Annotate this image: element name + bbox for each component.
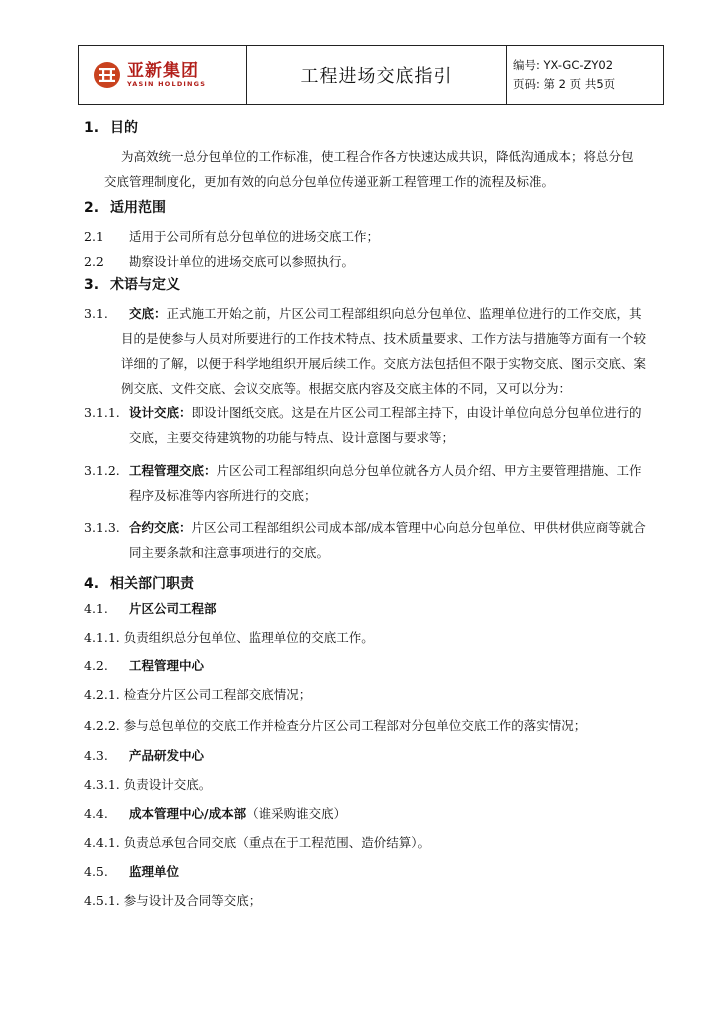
page-number: 页码: 第 2 页 共5页: [513, 77, 616, 91]
list-item: 2.1 适用于公司所有总分包单位的进场交底工作；: [84, 229, 380, 244]
list-item: 4.2.1. 检查分片区公司工程部交底情况；: [84, 687, 312, 702]
definition-item: 3.1.3. 合约交底： 片区公司工程部组织公司成本部/成本管理中心向总分包单位、甲供材供应商等就合 同主要条款和注意事项进行的交底。: [84, 515, 664, 565]
subsection-heading: 4.3. 产品研发中心: [84, 748, 205, 763]
section-heading: 2. 适用范围: [84, 200, 166, 216]
document-header: [78, 45, 664, 105]
logo: [79, 46, 247, 104]
paragraph: 同主要条款和注意事项进行的交底。: [129, 545, 330, 560]
list-item: 4.4.1. 负责总承包合同交底（重点在于工程范围、造价结算）。: [84, 835, 431, 850]
paragraph: 例交底、文件交底、会议交底等。根据交底内容及交底主体的不同，又可以分为：: [121, 381, 572, 396]
paragraph: 为高效统一总分包单位的工作标准，使工程合作各方快速达成共识，降低沟通成本；将总分包: [121, 149, 634, 164]
subsection-heading: 4.4. 成本管理中心/成本部 （谁采购谁交底）: [84, 806, 347, 821]
section-heading: 1. 目的: [84, 120, 138, 136]
subsection-heading: 4.2. 工程管理中心: [84, 658, 205, 673]
paragraph: 交底，主要交待建筑物的功能与特点、设计意图与要求等；: [129, 430, 455, 445]
section-heading: 4. 相关部门职责: [84, 576, 194, 592]
yasin-logo-icon: [93, 61, 121, 89]
list-item: 4.5.1. 参与设计及合同等交底；: [84, 893, 262, 908]
document-meta: [507, 46, 663, 104]
paragraph: 交底管理制度化，更加有效的向总分包单位传递亚新工程管理工作的流程及标准。: [104, 174, 555, 189]
list-item: 4.2.2. 参与总包单位的交底工作并检查分片区公司工程部对分包单位交底工作的落实情况；: [84, 718, 587, 733]
subsection-heading: 4.1. 片区公司工程部: [84, 601, 217, 616]
logo-text-en: YASIN HOLDINGS: [127, 80, 207, 88]
paragraph: 程序及标准等内容所进行的交底；: [129, 488, 317, 503]
list-item: 4.3.1. 负责设计交底。: [84, 777, 212, 792]
subsection-heading: 4.5. 监理单位: [84, 864, 180, 879]
section-3: [84, 275, 664, 401]
definition-item: 3.1.1. 设计交底： 即设计图纸交底。这是在片区公司工程部主持下，由设计单位向总分包单位进行的 交底，主要交待建筑物的功能与特点、设计意图与要求等；: [84, 400, 664, 450]
section-2: [84, 198, 664, 274]
paragraph: 详细的了解，以便于科学地组织开展后续工作。交底方法包括但不限于实物交底、图示交底、案: [121, 356, 647, 371]
paragraph: 目的是使参与人员对所要进行的工作技术特点、技术质量要求、工作方法与措施等方面有一个较: [121, 331, 647, 346]
section-4: [84, 574, 664, 594]
definition-item: 3.1. 交底： 正式施工开始之前，片区公司工程部组织向总分包单位、监理单位进行的工作交底，其: [84, 306, 642, 321]
section-heading: 3. 术语与定义: [84, 277, 180, 293]
definition-item: 3.1.2. 工程管理交底： 片区公司工程部组织向总分包单位就各方人员介绍、甲方主要管理措施、工作 程序及标准等内容所进行的交底；: [84, 458, 664, 508]
document-title: 工程进场交底指引: [247, 46, 507, 104]
document-code: 编号: YX-GC-ZY02: [513, 58, 614, 72]
list-item: 4.1.1. 负责组织总分包单位、监理单位的交底工作。: [84, 630, 374, 645]
logo-text-cn: 亚新集团: [127, 61, 199, 81]
section-1: [84, 118, 664, 194]
list-item: 2.2 勘察设计单位的进场交底可以参照执行。: [84, 254, 355, 269]
